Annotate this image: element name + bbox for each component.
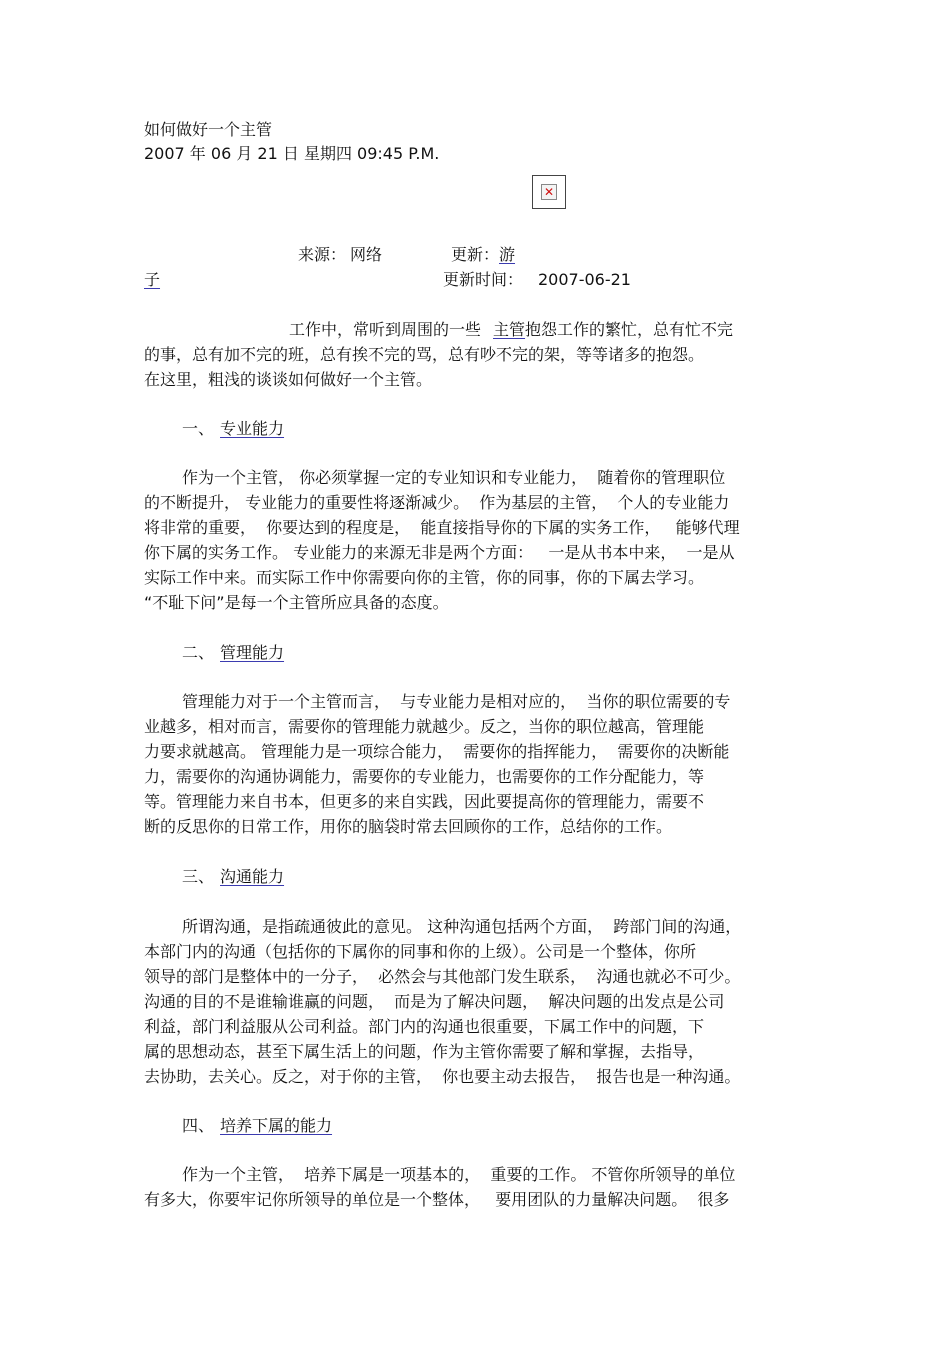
section-3-line: 沟通的目的不是谁输谁赢的问题， 而是为了解决问题， 解决问题的出发点是公司 bbox=[144, 992, 725, 1011]
source-value: 网络 bbox=[350, 245, 383, 264]
section-2-line: 管理能力对于一个主管而言， 与专业能力是相对应的， 当你的职位需要的专 bbox=[182, 692, 731, 711]
section-1-heading: 一、 专业能力 bbox=[182, 419, 285, 438]
section-4-link[interactable]: 培养下属的能力 bbox=[220, 1116, 333, 1135]
section-3-line: 本部门内的沟通（包括你的下属你的同事和你的上级）。公司是一个整体，你所 bbox=[144, 942, 697, 961]
section-1-line: 你下属的实务工作。 专业能力的来源无非是两个方面： 一是从书本中来， 一是从 bbox=[144, 543, 735, 562]
section-2-heading: 二、 管理能力 bbox=[182, 643, 285, 662]
intro-line-1: 工作中，常听到周围的一些 主管抱怨工作的繁忙，总有忙不完 bbox=[289, 320, 734, 339]
source-label: 来源： bbox=[298, 245, 347, 264]
section-2-line: 业越多，相对而言，需要你的管理能力就越少。反之，当你的职位越高，管理能 bbox=[144, 717, 705, 736]
section-1-link[interactable]: 专业能力 bbox=[220, 419, 285, 438]
intro-line-3: 在这里，粗浅的谈谈如何做好一个主管。 bbox=[144, 370, 433, 389]
section-1-line: 作为一个主管， 你必须掌握一定的专业知识和专业能力， 随着你的管理职位 bbox=[182, 468, 726, 487]
section-2-line: 断的反思你的日常工作，用你的脑袋时常去回顾你的工作，总结你的工作。 bbox=[144, 817, 673, 836]
section-3-heading: 三、 沟通能力 bbox=[182, 867, 285, 886]
updater-link-part1[interactable]: 游 bbox=[499, 245, 516, 264]
section-3-line: 利益，部门利益服从公司利益。部门内的沟通也很重要，下属工作中的问题，下 bbox=[144, 1017, 705, 1036]
update-time-value: 2007-06-21 bbox=[538, 270, 631, 289]
section-4-line: 有多大，你要牢记你所领导的单位是一个整体， 要用团队的力量解决问题。 很多 bbox=[144, 1190, 730, 1209]
manager-link[interactable]: 主管 bbox=[493, 320, 526, 339]
section-2-line: 力要求就越高。 管理能力是一项综合能力， 需要你的指挥能力， 需要你的决断能 bbox=[144, 742, 730, 761]
post-date: 2007 年 06 月 21 日 星期四 09:45 P.M. bbox=[144, 144, 440, 163]
section-4-line: 作为一个主管， 培养下属是一项基本的， 重要的工作。 不管你所领导的单位 bbox=[182, 1165, 736, 1184]
section-2-line: 力，需要你的沟通协调能力，需要你的专业能力，也需要你的工作分配能力，等 bbox=[144, 767, 705, 786]
updater-label: 更新： bbox=[451, 245, 500, 264]
section-2-line: 等。管理能力来自书本，但更多的来自实践，因此要提高你的管理能力，需要不 bbox=[144, 792, 705, 811]
broken-image-icon: ✕ bbox=[541, 184, 557, 200]
intro-line-2: 的事，总有加不完的班，总有挨不完的骂，总有吵不完的架，等等诸多的抱怨。 bbox=[144, 345, 705, 364]
section-1-line: 实际工作中来。而实际工作中你需要向你的主管，你的同事，你的下属去学习。 bbox=[144, 568, 705, 587]
section-1-line: 将非常的重要， 你要达到的程度是， 能直接指导你的下属的实务工作， 能够代理 bbox=[144, 518, 740, 537]
section-3-line: 所谓沟通，是指疏通彼此的意见。 这种沟通包括两个方面， 跨部门间的沟通， bbox=[182, 917, 742, 936]
section-1-line: “不耻下问”是每一个主管所应具备的态度。 bbox=[144, 593, 449, 612]
update-time-label: 更新时间： bbox=[443, 270, 524, 289]
section-4-heading: 四、 培养下属的能力 bbox=[182, 1116, 333, 1135]
section-1-line: 的不断提升， 专业能力的重要性将逐渐减少。 作为基层的主管， 个人的专业能力 bbox=[144, 493, 730, 512]
updater-link-part2[interactable]: 子 bbox=[144, 270, 161, 289]
section-3-line: 领导的部门是整体中的一分子， 必然会与其他部门发生联系， 沟通也就必不可少。 bbox=[144, 967, 741, 986]
section-3-line: 属的思想动态，甚至下属生活上的问题，作为主管你需要了解和掌握，去指导， bbox=[144, 1042, 705, 1061]
section-3-line: 去协助，去关心。反之，对于你的主管， 你也要主动去报告， 报告也是一种沟通。 bbox=[144, 1067, 741, 1086]
section-3-link[interactable]: 沟通能力 bbox=[220, 867, 285, 886]
section-2-link[interactable]: 管理能力 bbox=[220, 643, 285, 662]
page-title: 如何做好一个主管 bbox=[144, 120, 273, 139]
broken-image[interactable] bbox=[532, 175, 566, 209]
